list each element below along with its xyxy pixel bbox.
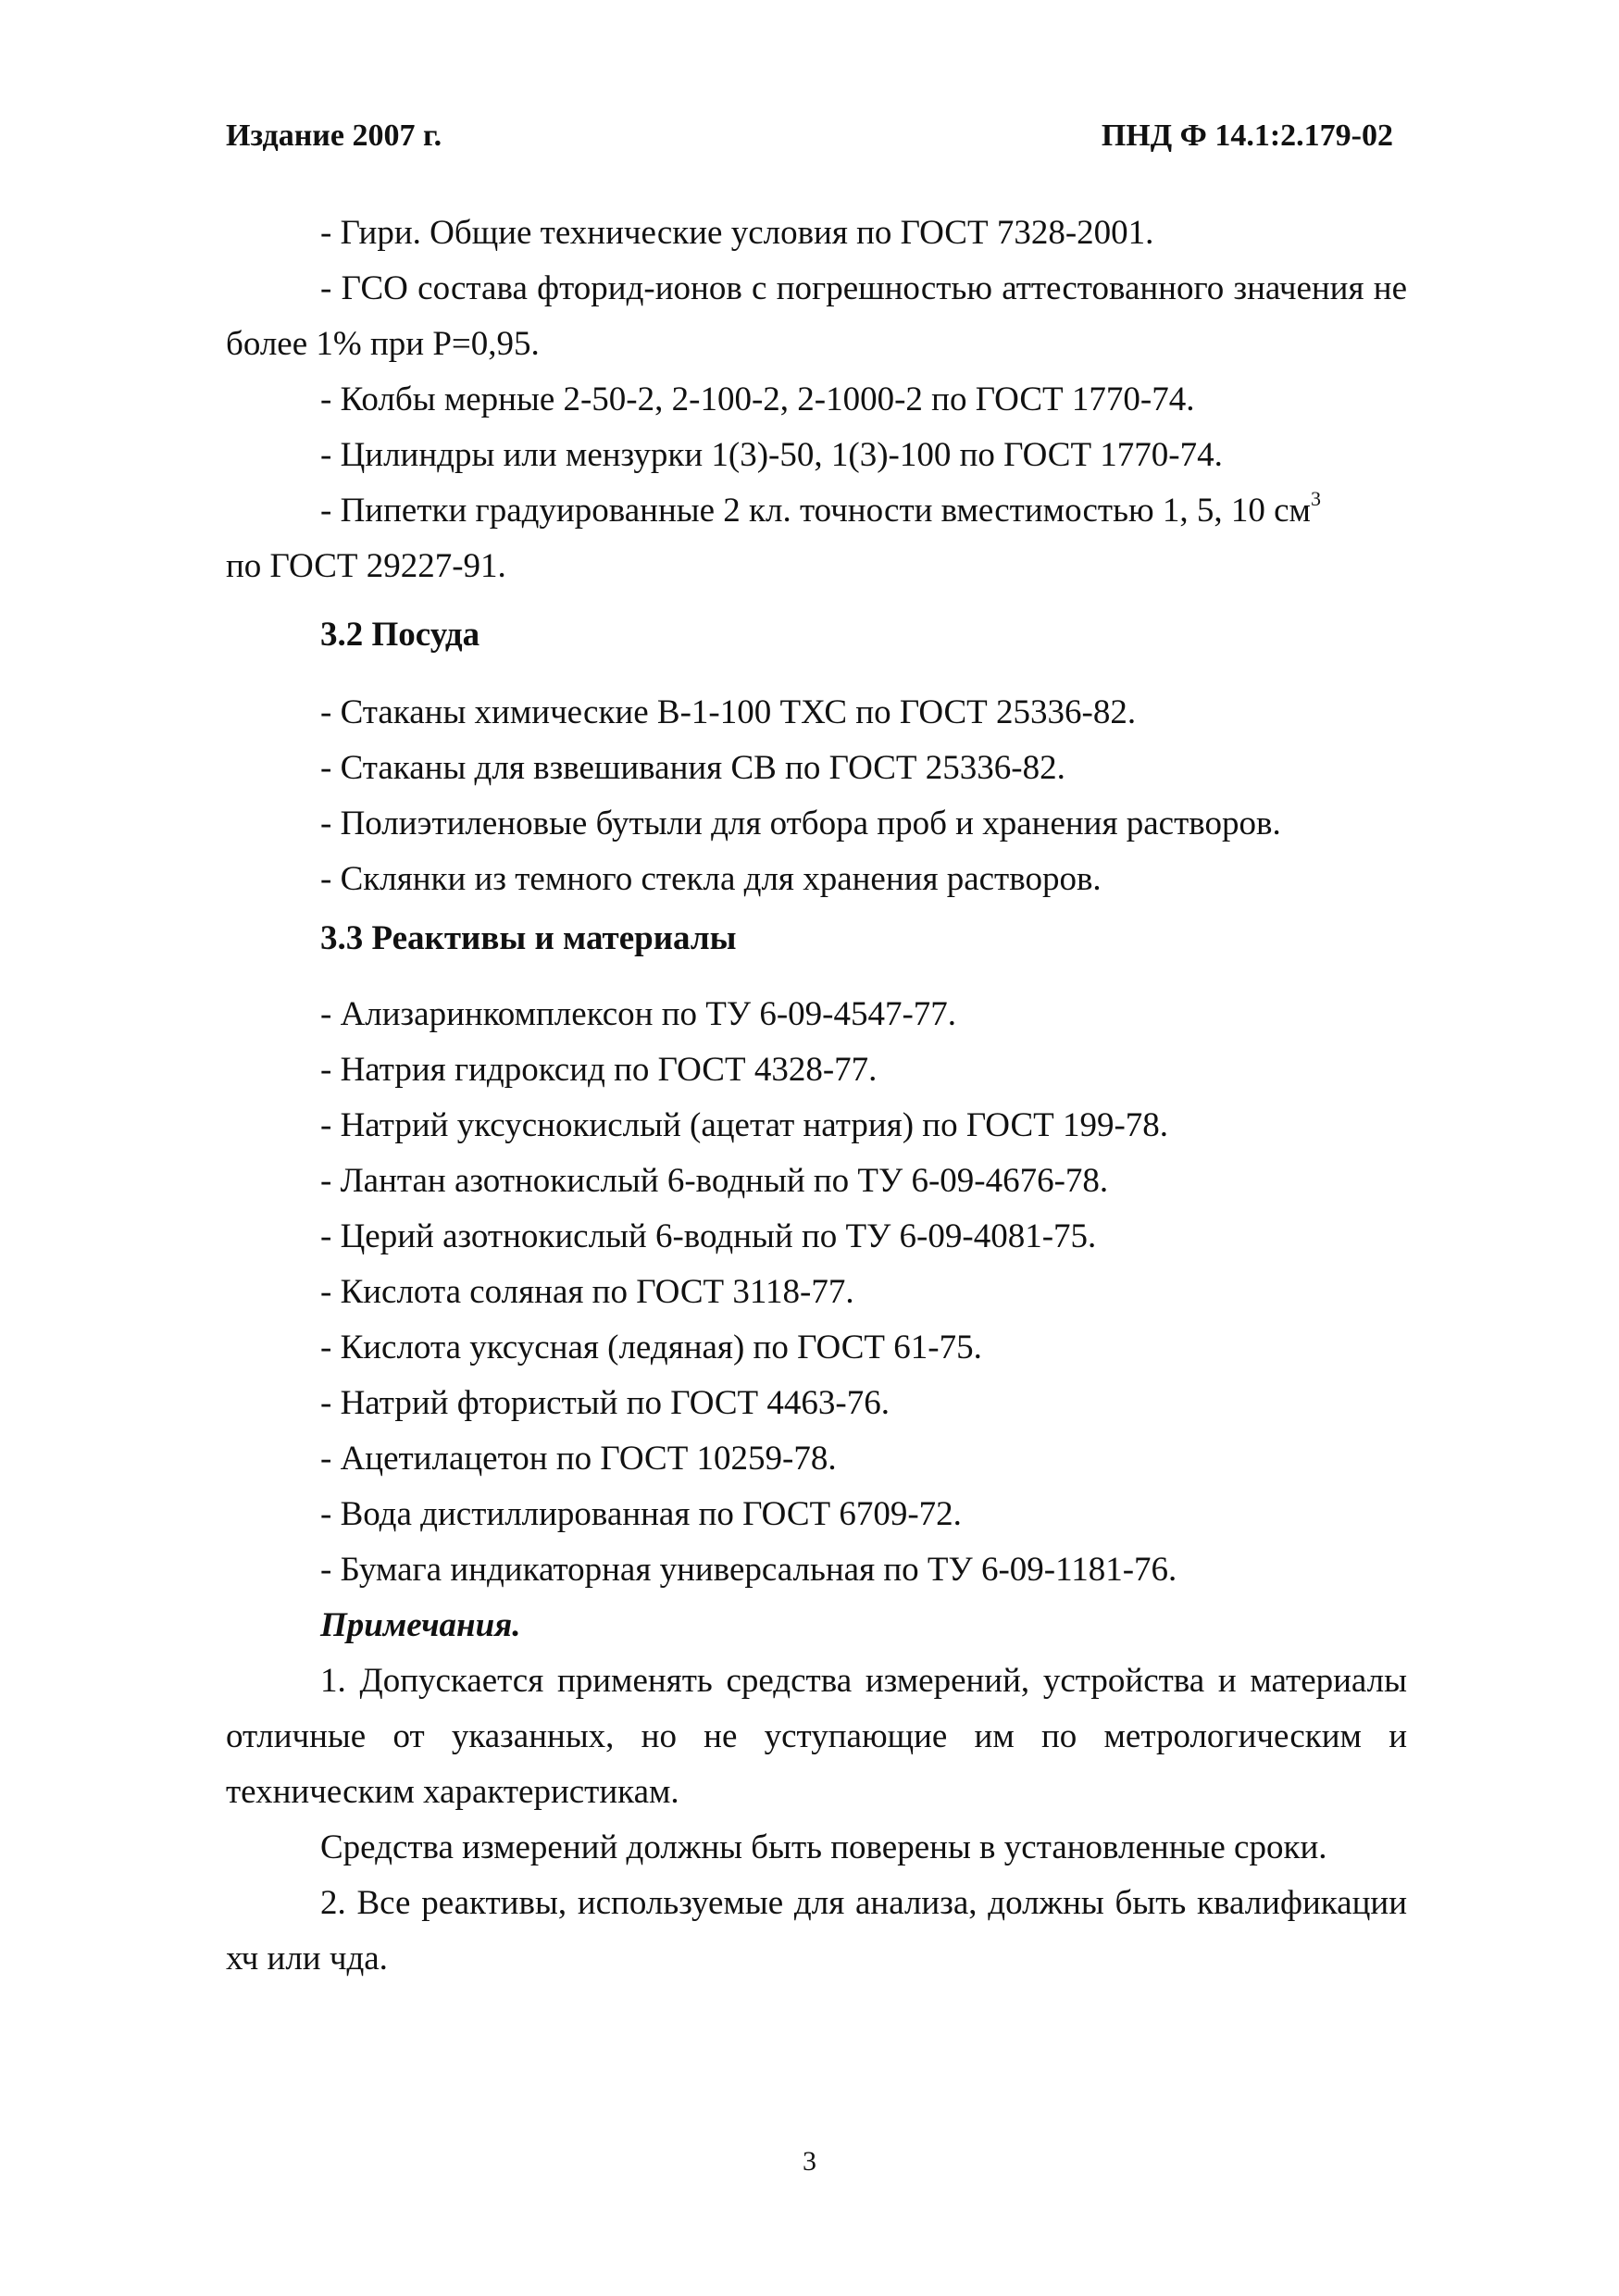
list-item: - Кислота соляная по ГОСТ 3118-77.	[320, 1273, 854, 1311]
list-item: - Натрий уксуснокислый (ацетат натрия) по ГОСТ 199-78.	[320, 1106, 1169, 1144]
list-item: - Бумага индикаторная универсальная по ТУ 6-09-1181-76.	[320, 1551, 1177, 1589]
note-1-continuation: Средства измерений должны быть поверены в установленные сроки.	[320, 1828, 1327, 1866]
list-item: - Натрий фтористый по ГОСТ 4463-76.	[320, 1384, 890, 1422]
list-item: - Лантан азотнокислый 6-водный по ТУ 6-09-4676-78.	[320, 1162, 1109, 1200]
page-number: 3	[803, 2146, 816, 2177]
list-item: - Колбы мерные 2-50-2, 2-100-2, 2-1000-2 по ГОСТ 1770-74.	[320, 381, 1195, 418]
edition-label: Издание 2007 г.	[226, 119, 442, 153]
section-title-3-2: 3.2 Посуда	[320, 616, 480, 654]
cubic-superscript: 3	[1310, 486, 1321, 510]
list-item: - Полиэтиленовые бутыли для отбора проб и хранения растворов.	[320, 805, 1281, 842]
pipette-text: - Пипетки градуированные 2 кл. точности вместимостью 1, 5, 10 см	[320, 492, 1311, 530]
list-item: - Цилиндры или мензурки 1(3)-50, 1(3)-100 по ГОСТ 1770-74.	[320, 436, 1223, 474]
pipette-tail: по ГОСТ 29227-91.	[226, 547, 506, 585]
list-item: - Гири. Общие технические условия по ГОСТ 7328-2001.	[320, 214, 1154, 252]
list-item: - Склянки из темного стекла для хранения растворов.	[320, 860, 1102, 898]
notes-title: Примечания.	[320, 1606, 521, 1644]
list-item: - ГСО состава фторид-ионов с погрешностью аттестованного значения не более 1% при Р=0,95.	[226, 269, 1407, 363]
list-item: - Стаканы химические В-1-100 ТХС по ГОСТ 25336-82.	[320, 693, 1137, 731]
note-1: 1. Допускается применять средства измерений, устройства и материалы отличные от указанных, но не уступающие им по метрологическим и техническим характеристикам.	[226, 1662, 1407, 1811]
page-header	[226, 119, 1393, 156]
list-item: - Кислота уксусная (ледяная) по ГОСТ 61-75.	[320, 1329, 982, 1366]
list-item: - Вода дистиллированная по ГОСТ 6709-72.	[320, 1495, 962, 1533]
list-item: - Ацетилацетон по ГОСТ 10259-78.	[320, 1440, 837, 1478]
pipette-item	[226, 483, 1407, 594]
list-item: - Натрия гидроксид по ГОСТ 4328-77.	[320, 1051, 878, 1089]
document-code: ПНД Ф 14.1:2.179-02	[1101, 119, 1393, 153]
list-item: - Церий азотнокислый 6-водный по ТУ 6-09-4081-75.	[320, 1217, 1097, 1255]
list-item: - Стаканы для взвешивания СВ по ГОСТ 25336-82.	[320, 749, 1065, 787]
section-title-3-3: 3.3 Реактивы и материалы	[320, 919, 737, 957]
list-item: - Ализаринкомплексон по ТУ 6-09-4547-77.	[320, 995, 957, 1033]
note-2: 2. Все реактивы, используемые для анализа, должны быть квалификации хч или чда.	[226, 1884, 1407, 1978]
page-body	[226, 206, 1407, 1987]
